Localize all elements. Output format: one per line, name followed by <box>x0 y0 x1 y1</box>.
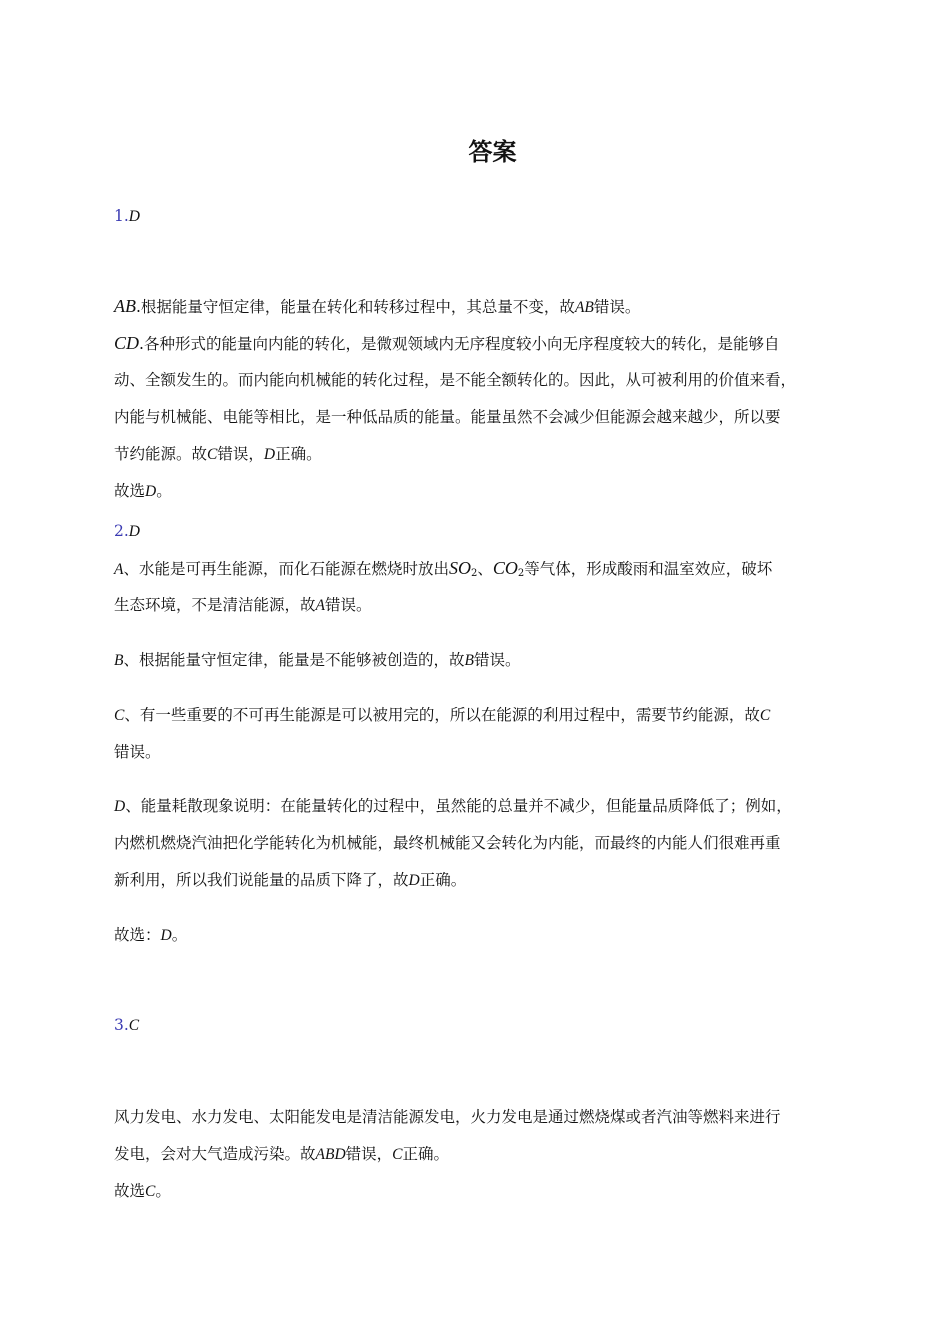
formula-so2: SO <box>448 558 471 578</box>
question-3-explanation <box>114 1099 844 1210</box>
question-2-header <box>114 513 844 550</box>
question-2 <box>114 513 844 624</box>
question-1 <box>114 198 844 235</box>
page-title: 答案 <box>468 138 517 166</box>
paragraph-line: 生态环境，不是清洁能源，故A错误。 <box>114 596 372 614</box>
paragraph-line: B、根据能量守恒定律，能量是不能够被创造的，故B错误。 <box>114 651 521 669</box>
question-number: 2. <box>114 522 129 540</box>
paragraph-line: 错误。 <box>114 743 161 761</box>
selection-line: 故选D。 <box>114 482 172 500</box>
formula-co2: CO <box>492 558 518 578</box>
answer-letter: C <box>128 1017 140 1034</box>
paragraph-line: 新利用，所以我们说能量的品质下降了，故D正确。 <box>114 871 467 889</box>
answer-letter: D <box>128 523 140 540</box>
question-3-header <box>114 1007 844 1044</box>
question-3 <box>114 1007 844 1044</box>
selection-line: 故选：D。 <box>114 926 188 944</box>
paragraph-line: 节约能源。故C错误，D正确。 <box>114 445 322 463</box>
question-number: 3. <box>114 1016 129 1034</box>
answer-letter: D <box>128 208 140 225</box>
paragraph-line: D、能量耗散现象说明：在能量转化的过程中，虽然能的总量并不减少，但能量品质降低了；例如， <box>114 797 792 815</box>
paragraph-line: 内燃机燃烧汽油把化学能转化为机械能，最终机械能又会转化为内能，而最终的内能人们很难再重 <box>114 834 781 852</box>
paragraph-line: 动、全额发生的。而内能向机械能的转化过程，是不能全额转化的。因此，从可被利用的价值来看， <box>114 371 797 389</box>
question-number: 1. <box>114 207 129 225</box>
question-1-explanation <box>114 288 844 510</box>
paragraph-line: 内能与机械能、电能等相比，是一种低品质的能量。能量虽然不会减少但能源会越来越少，所以要 <box>114 408 781 426</box>
question-2-option-c <box>114 697 844 771</box>
paragraph-line: A、水能是可再生能源，而化石能源在燃烧时放出$SO_2$、$CO_2$等气体，形成酸雨和温室效应，破坏 <box>114 558 773 579</box>
paragraph-line: CD.各种形式的能量向内能的转化，是微观领域内无序程度较小向无序程度较大的转化，是能够自 <box>114 333 780 353</box>
paragraph-line: AB.根据能量守恒定律，能量在转化和转移过程中，其总量不变，故AB错误。 <box>114 296 641 316</box>
question-2-option-d <box>114 788 844 899</box>
question-1-header <box>114 198 844 235</box>
paragraph-line: 风力发电、水力发电、太阳能发电是清洁能源发电，火力发电是通过燃烧煤或者汽油等燃料来进行 <box>114 1108 781 1126</box>
question-2-selection <box>114 917 844 954</box>
paragraph-line: 发电，会对大气造成污染。故ABD错误，C正确。 <box>114 1145 450 1163</box>
selection-line: 故选C。 <box>114 1182 171 1200</box>
paragraph-line: C、有一些重要的不可再生能源是可以被用完的，所以在能源的利用过程中，需要节约能源，故C <box>114 706 771 724</box>
question-2-option-b <box>114 642 844 679</box>
